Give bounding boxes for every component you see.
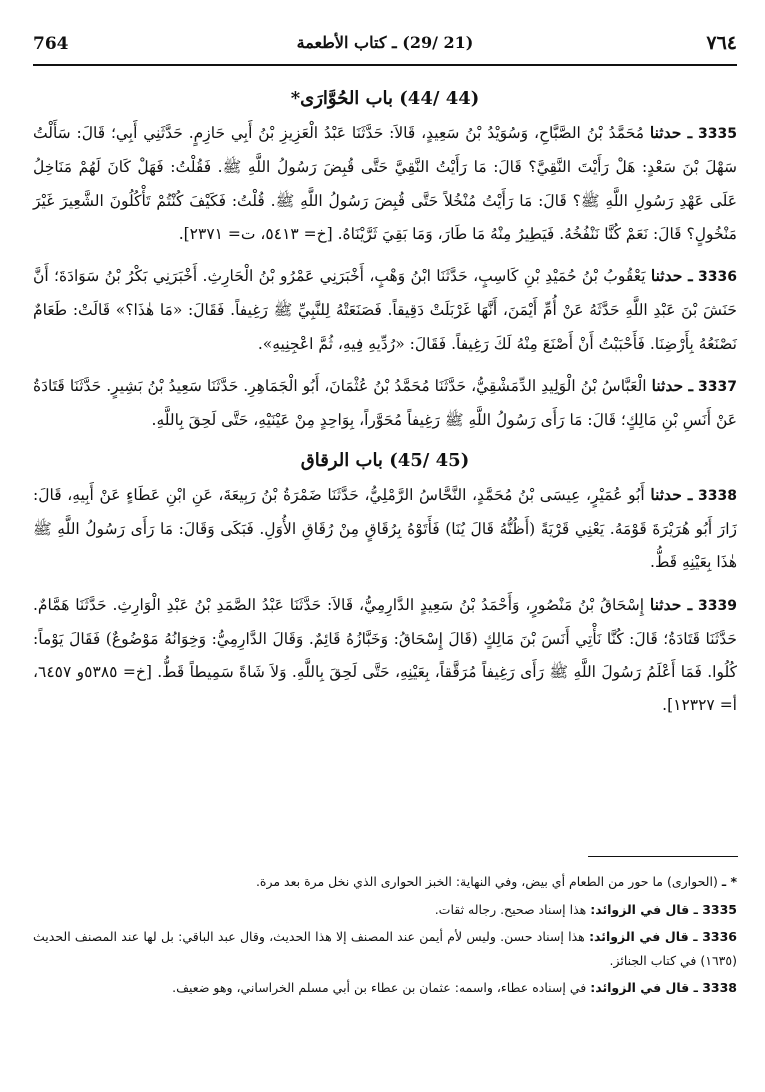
hadith-number: 3339 [698, 597, 737, 614]
hadith-text: الْعَبَّاسُ بْنُ الْوَلِيدِ الدِّمَشْقِيُّ، حَدَّثَنَا مُحَمَّدُ بْنُ عُثْمَانَ، أَبُو الْجَمَاهِرِ. حَدَّثَنَا سَعِيدُ بْنُ بَشِيرٍ. حَدَّثَنَا قَتَادَةُ عَنْ أَنَسِ بْنِ مَالِكٍ؛ قَالَ: مَا رَأَى رَسُولُ اللَّهِ ﷺ رَغِيفاً مُحَوَّراً، بِوَاحِدٍ مِنْ عَيْنَيْهِ، حَتَّى لَحِقَ بِاللَّهِ. [33, 377, 737, 430]
hadith-3339 [33, 588, 737, 723]
main-text [33, 82, 737, 723]
footnote-3338 [33, 976, 737, 1000]
hadith-opener: ـ حدثنا [651, 376, 694, 396]
hadith-opener: ـ حدثنا [650, 266, 693, 286]
hadith-text: يَعْقُوبُ بْنُ حُمَيْدِ بْنِ كَاسِبٍ، حَدَّثَنَا ابْنُ وَهْبٍ، أَخْبَرَنِي عَمْرُو بْنُ الْحَارِثِ. أَخْبَرَنِي بَكْرُ بْنُ سَوَادَةَ؛ أَنَّ حَنَشَ بْنَ عَبْدِ اللَّهِ حَدَّثَهُ عَنْ أُمِّ أَيْمَنَ، أَنَّهَا غَرْبَلَتْ دَقِيقاً. فَصَنَعَتْهُ لِلنَّبِيِّ ﷺ رَغِيفاً. فَقَالَ: «مَا هٰذَا؟» قَالَتْ: طَعَامٌ نَصْنَعُهُ بِأَرْضِنَا. فَأَحْبَبْتُ أَنْ أَصْنَعَ مِنْهُ لَكَ رَغِيفاً. فَقَالَ: «رُدِّيهِ فِيهِ، ثُمَّ اعْجِنِيهِ». [33, 267, 737, 353]
page-number-latin: 764 [33, 34, 69, 54]
footnote-label: 3335 ـ قال في الزوائد: [590, 901, 737, 917]
footnote-label: 3336 ـ قال في الزوائد: [589, 929, 737, 944]
page-number-arabic: ٧٦٤ [706, 32, 737, 54]
running-title: (21 /29) ـ كتاب الأطعمة [296, 33, 474, 52]
hadith-opener: ـ حدثنا [649, 594, 693, 614]
page-header [33, 28, 737, 66]
hadith-3337 [33, 369, 737, 438]
footnote-text: (الحوارى) ما حور من الطعام أي بيض، وفي النهاية: الخبز الحوارى الذي نخل مرة بعد مرة. [255, 874, 718, 889]
hadith-text: مُحَمَّدُ بْنُ الصَّبَّاحِ، وَسُوَيْدُ بْنُ سَعِيدٍ، قَالاَ: حَدَّثَنَا عَبْدُ الْعَزِيزِ بْنُ أَبِي حَازِمٍ. حَدَّثَنِي أَبِي؛ قَالَ: سَأَلْتُ سَهْلَ بْنَ سَعْدٍ: هَلْ رَأَيْتَ النَّقِيَّ؟ قَالَ: مَا رَأَيْتُ النَّقِيَّ حَتَّى قُبِضَ رَسُولُ اللَّهِ ﷺ. فَقُلْتُ: فَهَلْ كَانَ لَهُمْ مَنَاخِلُ عَلَى عَهْدِ رَسُولِ اللَّهِ ﷺ؟ قَالَ: مَا رَأَيْتُ مُنْخُلاً حَتَّى قُبِضَ رَسُولُ اللَّهِ ﷺ. قُلْتُ: فَكَيْفَ كُنْتُمْ تَأْكُلُونَ الشَّعِيرَ غَيْرَ مَنْخُولٍ؟ قَالَ: نَعَمْ كُنَّا نَنْفُخُهُ. فَيَطِيرُ مِنْهُ مَا طَارَ، وَمَا بَقِيَ ثَرَّيْنَاهُ. [خ= ٥٤١٣، ت= ٢٣٧١]. [33, 124, 737, 243]
footnote-text: هذا إسناد صحيح. رجاله ثقات. [434, 901, 587, 917]
footnote-label: * ـ [721, 874, 737, 889]
footnote-3336 [33, 925, 737, 972]
footnote-divider [588, 856, 738, 857]
footnote-text: هذا إسناد حسن. وليس لأم أيمن عند المصنف إلا هذا الحديث، وقال عبد الباقي: بل لها عند المصنف الحديث (١٦٣٥) في كتاب الجنائز. [33, 929, 737, 968]
footnotes [33, 870, 737, 1004]
hadith-opener: ـ حدثنا [649, 123, 693, 142]
hadith-number: 3338 [698, 487, 737, 504]
chapter-heading-hawwara: (44 /44) باب الحُوَّارَى* [290, 88, 480, 109]
hadith-3338 [33, 478, 737, 580]
hadith-number: 3337 [698, 379, 737, 396]
chapter-heading-ruqaq: (45 /45) باب الرقاق [300, 449, 470, 471]
hadith-number: 3336 [698, 269, 737, 286]
footnote-hawwara [33, 870, 737, 894]
footnote-3335 [33, 898, 737, 922]
hadith-3336 [33, 259, 737, 361]
hadith-3335 [33, 116, 737, 251]
footnote-text: في إسناده عطاء، واسمه: عثمان بن عطاء بن أبي مسلم الخراساني، وهو ضعيف. [172, 980, 587, 995]
hadith-opener: ـ حدثنا [650, 484, 693, 504]
hadith-text: إِسْحَاقُ بْنُ مَنْصُورٍ، وَأَحْمَدُ بْنُ سَعِيدٍ الدَّارِمِيُّ، قَالاَ: حَدَّثَنَا عَبْدُ الصَّمَدِ بْنُ عَبْدِ الْوَارِثِ. حَدَّثَنَا هَمَّامٌ. حَدَّثَنَا قَتَادَةُ؛ قَالَ: كُنَّا نَأْتِي أَنَسَ بْنَ مَالِكٍ (قَالَ إِسْحَاقُ: وَخَبَّازُهُ قَائِمٌ. وَقَالَ الدَّارِمِيُّ: وَخِوَانُهُ مَوْضُوعٌ) فَقَالَ يَوْماً: كُلُوا. فَمَا أَعْلَمُ رَسُولَ اللَّهِ ﷺ رَأَى رَغِيفاً مُرَقَّقاً، بِعَيْنِهِ، حَتَّى لَحِقَ بِاللَّهِ. وَلاَ شَاةً سَمِيطاً قَطُّ. [خ= ٥٣٨٥و ٦٤٥٧، أ= ١٢٣٢٧]. [33, 595, 737, 715]
footnote-label: 3338 ـ قال في الزوائد: [590, 980, 737, 995]
hadith-text: أَبُو عُمَيْرٍ، عِيسَى بْنُ مُحَمَّدٍ، النَّحَّاسُ الرَّمْلِيُّ، حَدَّثَنَا ضَمْرَةُ بْنُ رَبِيعَةَ، عَنِ ابْنِ عَطَاءٍ عَنْ أَبِيهِ، قَالَ: زَارَ أَبُو هُرَيْرَةَ قَوْمَهُ. يَعْنِي قَرْيَةً (أَظُنُّهُ قَالَ يُنَا) فَأَتَوْهُ بِرُقَاقٍ مِنْ رُقَاقِ الأُوَلِ. فَبَكَى وَقَالَ: مَا رَأَى رَسُولُ اللَّهِ ﷺ هٰذَا بِعَيْنِهِ قَطُّ. [33, 485, 737, 572]
hadith-number: 3335 [698, 126, 737, 142]
